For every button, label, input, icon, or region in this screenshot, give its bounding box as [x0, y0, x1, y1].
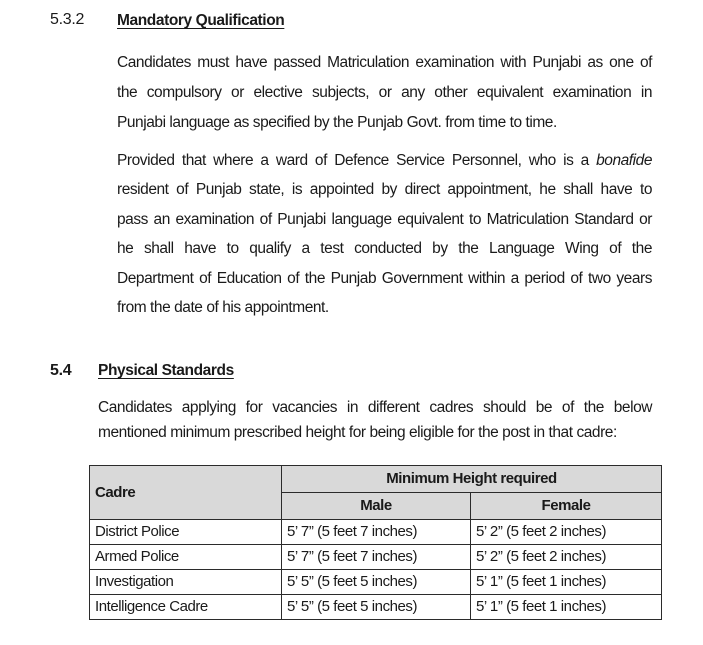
column-header-female: Female: [471, 493, 662, 520]
minimum-height-table: [89, 465, 662, 620]
cell-male-height: 5’ 7” (5 feet 7 inches): [282, 545, 471, 570]
paragraph-line: Department of Education of the Punjab Government within a period of two years: [117, 270, 652, 287]
paragraph-line: Candidates applying for vacancies in different cadres should be of the below: [98, 399, 652, 416]
paragraph-line: Candidates must have passed Matriculation examination with Punjabi as one of: [117, 54, 652, 71]
paragraph-line: Punjabi language as specified by the Punjab Govt. from time to time.: [117, 114, 557, 131]
column-group-header-minimum-height: Minimum Height required: [282, 466, 662, 493]
paragraph-line: from the date of his appointment.: [117, 299, 329, 316]
cell-female-height: 5’ 1” (5 feet 1 inches): [471, 570, 662, 595]
section-title-physical-standards: Physical Standards: [98, 362, 234, 379]
cell-male-height: 5’ 5” (5 feet 5 inches): [282, 570, 471, 595]
italic-term-bonafide: bonafide: [596, 152, 652, 169]
cell-cadre: District Police: [90, 520, 282, 545]
paragraph-line: pass an examination of Punjabi language equivalent to Matriculation Standard or: [117, 211, 652, 228]
paragraph-line: resident of Punjab state, is appointed by direct appointment, he shall have to: [117, 181, 652, 198]
cell-cadre: Armed Police: [90, 545, 282, 570]
cell-male-height: 5’ 7” (5 feet 7 inches): [282, 520, 471, 545]
section-number-5-4: 5.4: [50, 362, 72, 379]
paragraph-line: the compulsory or elective subjects, or any other equivalent examination in: [117, 84, 652, 101]
cell-female-height: 5’ 2” (5 feet 2 inches): [471, 520, 662, 545]
table-row: [90, 545, 662, 570]
paragraph-line: [117, 151, 652, 171]
paragraph-line: mentioned minimum prescribed height for being eligible for the post in that cadre:: [98, 424, 617, 441]
section-number-5-3-2: 5.3.2: [50, 11, 85, 28]
cell-male-height: 5’ 5” (5 feet 5 inches): [282, 595, 471, 620]
section-title-mandatory-qualification: Mandatory Qualification: [117, 12, 285, 29]
column-header-male: Male: [282, 493, 471, 520]
table-row: [90, 595, 662, 620]
paragraph-line: he shall have to qualify a test conducted by the Language Wing of the: [117, 240, 652, 257]
cell-female-height: 5’ 1” (5 feet 1 inches): [471, 595, 662, 620]
column-header-cadre: Cadre: [90, 466, 282, 520]
paragraph-line-text: Provided that where a ward of Defence Service Personnel, who is a: [117, 152, 597, 169]
table-row: [90, 520, 662, 545]
table-row: [90, 570, 662, 595]
cell-female-height: 5’ 2” (5 feet 2 inches): [471, 545, 662, 570]
cell-cadre: Intelligence Cadre: [90, 595, 282, 620]
cell-cadre: Investigation: [90, 570, 282, 595]
